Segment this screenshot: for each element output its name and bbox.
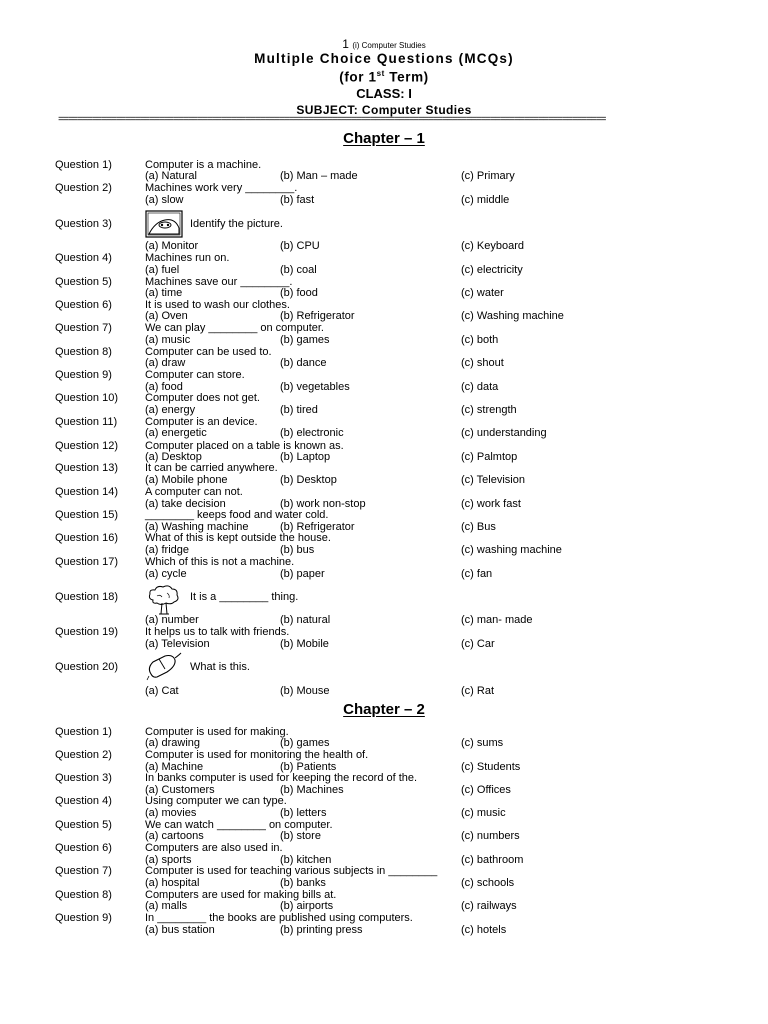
question-text: It is a ________ thing. xyxy=(190,591,299,603)
question-label: Question 14) xyxy=(55,486,118,498)
question-text: What is this. xyxy=(190,661,250,673)
question-label: Question 19) xyxy=(55,626,118,638)
class-line: CLASS: I xyxy=(356,86,412,101)
question-label: Question 1) xyxy=(55,159,112,171)
option-b: (b) Mouse xyxy=(280,685,330,697)
chapter-2-title: Chapter – 2 xyxy=(343,701,425,718)
question-text: Machines save our ________. xyxy=(145,276,293,288)
mouse-picture-icon xyxy=(145,652,183,682)
option-c: (c) man- made xyxy=(461,614,533,626)
option-a: (a) malls xyxy=(145,900,188,912)
option-c: (c) Bus xyxy=(461,521,496,533)
option-b: (b) fast xyxy=(280,194,315,206)
option-a: (a) Machine xyxy=(145,761,204,773)
option-a: (a) movies xyxy=(145,807,197,819)
option-a: (a) slow xyxy=(145,194,184,206)
option-b: (b) Refrigerator xyxy=(280,310,355,322)
question-text: Computer placed on a table is known as. xyxy=(145,440,344,452)
option-c: (c) music xyxy=(461,807,506,819)
question-text: In ________ the books are published using computers. xyxy=(145,912,413,924)
option-a: (a) Desktop xyxy=(145,451,202,463)
option-c: (c) washing machine xyxy=(461,544,562,556)
option-c: (c) Keyboard xyxy=(461,240,524,252)
option-a: (a) hospital xyxy=(145,877,200,889)
question-label: Question 4) xyxy=(55,795,112,807)
question-text: It can be carried anywhere. xyxy=(145,462,278,474)
option-c: (c) both xyxy=(461,334,499,346)
option-b: (b) coal xyxy=(280,264,317,276)
page-tag: (i) Computer Studies xyxy=(352,41,426,50)
question-label: Question 9) xyxy=(55,369,112,381)
option-a: (a) fridge xyxy=(145,544,190,556)
question-text: Which of this is not a machine. xyxy=(145,556,295,568)
option-a: (a) Customers xyxy=(145,784,215,796)
option-c: (c) shout xyxy=(461,357,504,369)
option-b: (b) letters xyxy=(280,807,327,819)
term-post: Term) xyxy=(384,69,429,85)
question-text: In banks computer is used for keeping the record of the. xyxy=(145,772,418,784)
question-text: Computer can store. xyxy=(145,369,245,381)
question-label: Question 3) xyxy=(55,772,112,784)
question-label: Question 11) xyxy=(55,416,118,428)
option-a: (a) take decision xyxy=(145,498,226,510)
option-b: (b) Laptop xyxy=(280,451,331,463)
option-a: (a) number xyxy=(145,614,199,626)
option-c: (c) schools xyxy=(461,877,515,889)
option-c: (c) Car xyxy=(461,638,495,650)
divider-rule: ================================================================================================================== xyxy=(58,116,606,126)
option-b: (b) natural xyxy=(280,614,331,626)
option-b: (b) tired xyxy=(280,404,318,416)
option-a: (a) cycle xyxy=(145,568,187,580)
option-c: (c) Primary xyxy=(461,170,515,182)
option-b: (b) airports xyxy=(280,900,334,912)
option-b: (b) Refrigerator xyxy=(280,521,355,533)
option-b: (b) bus xyxy=(280,544,315,556)
option-a: (a) Natural xyxy=(145,170,197,182)
question-label: Question 8) xyxy=(55,346,112,358)
question-text: Computer does not get. xyxy=(145,392,260,404)
question-label: Question 6) xyxy=(55,299,112,311)
question-label: Question 13) xyxy=(55,462,118,474)
option-b: (b) work non-stop xyxy=(280,498,366,510)
option-b: (b) CPU xyxy=(280,240,320,252)
question-text: We can play ________ on computer. xyxy=(145,322,324,334)
question-text: Computer is a machine. xyxy=(145,159,262,171)
option-a: (a) energetic xyxy=(145,427,207,439)
option-a: (a) food xyxy=(145,381,183,393)
question-text: Computers are used for making bills at. xyxy=(145,889,337,901)
option-b: (b) food xyxy=(280,287,318,299)
question-label: Question 15) xyxy=(55,509,118,521)
tree-picture-icon xyxy=(145,584,183,616)
option-b: (b) paper xyxy=(280,568,325,580)
question-label: Question 18) xyxy=(55,591,118,603)
option-a: (a) bus station xyxy=(145,924,215,936)
chapter-1-title: Chapter – 1 xyxy=(343,130,425,147)
question-label: Question 5) xyxy=(55,276,112,288)
question-label: Question 20) xyxy=(55,661,118,673)
question-label: Question 5) xyxy=(55,819,112,831)
option-b: (b) dance xyxy=(280,357,327,369)
option-c: (c) water xyxy=(461,287,504,299)
question-label: Question 7) xyxy=(55,322,112,334)
computer-picture-icon xyxy=(145,210,183,238)
option-a: (a) cartoons xyxy=(145,830,204,842)
option-a: (a) Mobile phone xyxy=(145,474,228,486)
page-number-line xyxy=(0,37,768,51)
question-text: Using computer we can type. xyxy=(145,795,287,807)
option-a: (a) Cat xyxy=(145,685,179,697)
option-c: (c) data xyxy=(461,381,499,393)
option-a: (a) sports xyxy=(145,854,192,866)
question-text: Computer can be used to. xyxy=(145,346,272,358)
question-label: Question 6) xyxy=(55,842,112,854)
question-text: We can watch ________ on computer. xyxy=(145,819,333,831)
term-line xyxy=(0,69,768,85)
document-title: Multiple Choice Questions (MCQs) xyxy=(254,51,514,66)
question-text: What of this is kept outside the house. xyxy=(145,532,331,544)
question-text: It helps us to talk with friends. xyxy=(145,626,290,638)
question-text: Computer is used for monitoring the health of. xyxy=(145,749,369,761)
option-c: (c) Television xyxy=(461,474,525,486)
option-c: (c) railways xyxy=(461,900,517,912)
option-b: (b) Mobile xyxy=(280,638,329,650)
option-a: (a) energy xyxy=(145,404,196,416)
question-label: Question 16) xyxy=(55,532,118,544)
option-c: (c) hotels xyxy=(461,924,507,936)
option-c: (c) sums xyxy=(461,737,504,749)
option-c: (c) understanding xyxy=(461,427,547,439)
option-b: (b) Patients xyxy=(280,761,337,773)
question-label: Question 10) xyxy=(55,392,118,404)
option-a: (a) Monitor xyxy=(145,240,199,252)
question-label: Question 8) xyxy=(55,889,112,901)
option-b: (b) Man – made xyxy=(280,170,358,182)
option-c: (c) electricity xyxy=(461,264,523,276)
option-a: (a) Washing machine xyxy=(145,521,249,533)
question-text: A computer can not. xyxy=(145,486,243,498)
option-c: (c) Palmtop xyxy=(461,451,518,463)
option-b: (b) store xyxy=(280,830,321,842)
option-a: (a) Television xyxy=(145,638,210,650)
option-c: (c) work fast xyxy=(461,498,521,510)
option-a: (a) music xyxy=(145,334,191,346)
option-b: (b) printing press xyxy=(280,924,363,936)
option-b: (b) Desktop xyxy=(280,474,337,486)
question-label: Question 3) xyxy=(55,218,112,230)
option-a: (a) Oven xyxy=(145,310,188,322)
question-label: Question 2) xyxy=(55,749,112,761)
option-b: (b) electronic xyxy=(280,427,344,439)
term-pre: (for 1 xyxy=(339,69,377,85)
question-text: It is used to wash our clothes. xyxy=(145,299,290,311)
option-c: (c) Washing machine xyxy=(461,310,564,322)
question-text: ________ keeps food and water cold. xyxy=(145,509,329,521)
option-c: (c) Rat xyxy=(461,685,494,697)
option-c: (c) strength xyxy=(461,404,517,416)
question-label: Question 17) xyxy=(55,556,118,568)
option-c: (c) middle xyxy=(461,194,510,206)
option-a: (a) draw xyxy=(145,357,186,369)
option-c: (c) Students xyxy=(461,761,521,773)
question-text: Computer is an device. xyxy=(145,416,258,428)
question-label: Question 4) xyxy=(55,252,112,264)
option-b: (b) games xyxy=(280,334,330,346)
option-b: (b) vegetables xyxy=(280,381,350,393)
option-a: (a) time xyxy=(145,287,183,299)
option-a: (a) drawing xyxy=(145,737,201,749)
question-label: Question 9) xyxy=(55,912,112,924)
question-label: Question 1) xyxy=(55,726,112,738)
term-sup: st xyxy=(376,69,385,78)
option-c: (c) Offices xyxy=(461,784,511,796)
option-b: (b) kitchen xyxy=(280,854,332,866)
option-c: (c) fan xyxy=(461,568,493,580)
option-b: (b) banks xyxy=(280,877,326,889)
question-text: Computer is used for making. xyxy=(145,726,289,738)
subject-line: SUBJECT: Computer Studies xyxy=(296,103,472,117)
option-b: (b) games xyxy=(280,737,330,749)
question-text: Computers are also used in. xyxy=(145,842,283,854)
question-text: Machines work very ________. xyxy=(145,182,298,194)
question-label: Question 7) xyxy=(55,865,112,877)
question-label: Question 2) xyxy=(55,182,112,194)
question-text: Computer is used for teaching various subjects in ________ xyxy=(145,865,438,877)
page-number: 1 xyxy=(342,37,349,51)
option-a: (a) fuel xyxy=(145,264,180,276)
question-label: Question 12) xyxy=(55,440,118,452)
option-c: (c) numbers xyxy=(461,830,520,842)
question-text: Identify the picture. xyxy=(190,218,283,230)
option-c: (c) bathroom xyxy=(461,854,524,866)
option-b: (b) Machines xyxy=(280,784,344,796)
question-text: Machines run on. xyxy=(145,252,230,264)
